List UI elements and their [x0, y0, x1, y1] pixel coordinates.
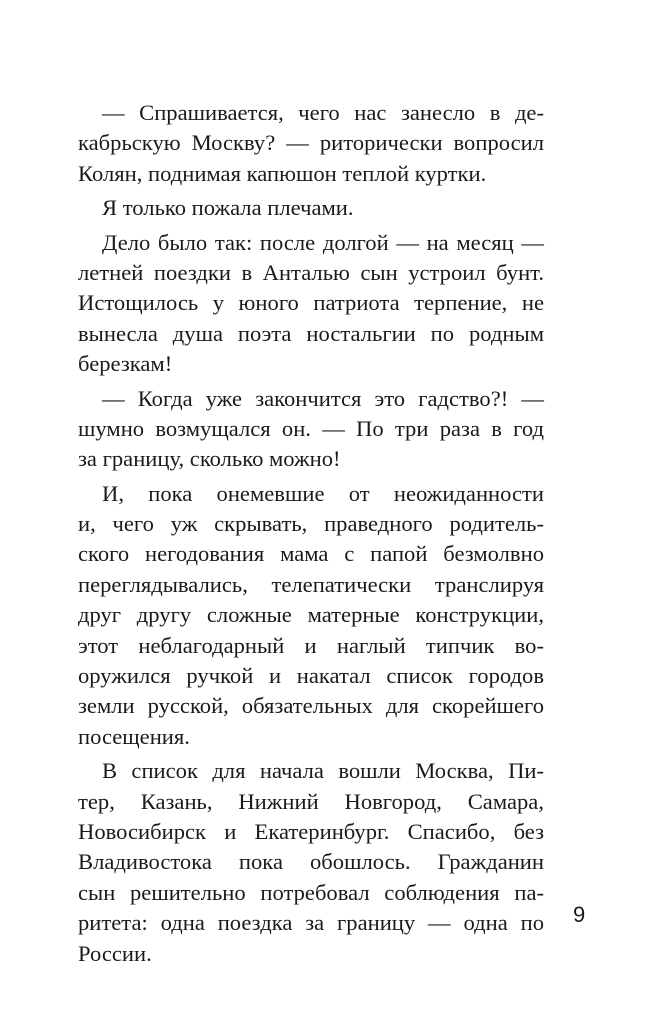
paragraph	[78, 193, 544, 223]
text-line: тер, Казань, Нижний Новгород, Самара,	[78, 788, 544, 814]
text-line: сын решительно потребовал соблюдения па-	[78, 879, 544, 905]
paragraph	[78, 228, 544, 380]
paragraph	[78, 756, 544, 969]
paragraph	[78, 384, 544, 475]
text-line: Истощилось у юного патриота терпение, не	[78, 290, 544, 316]
text-line: переглядывались, телепатически транслируя	[78, 571, 544, 597]
paragraph	[78, 98, 544, 189]
page-number: 9	[573, 902, 586, 927]
text-line: Колян, поднимая капюшон теплой куртки.	[78, 160, 487, 186]
text-line: шумно возмущался он. — По три раза в год	[78, 415, 544, 441]
text-line: друг другу сложные матерные конструкции,	[78, 602, 544, 628]
page-body	[78, 98, 544, 969]
text-line: В список для начала вошли Москва, Пи-	[102, 758, 544, 784]
text-line: ского негодования мама с папой безмолвно	[78, 541, 544, 567]
text-line: кабрьскую Москву? — риторически вопросил	[78, 130, 544, 156]
text-line: и, чего уж скрывать, праведного родитель-	[78, 511, 544, 537]
text-line: И, пока онемевшие от неожиданности	[102, 480, 544, 506]
text-line: за границу, сколько можно!	[78, 446, 341, 472]
text-line: вынесла душа поэта ностальгии по родным	[78, 320, 544, 346]
text-line: ритета: одна поездка за границу — одна по	[78, 910, 544, 936]
paragraph	[78, 479, 544, 753]
text-line: Я только пожала плечами.	[102, 195, 354, 221]
text-line: оружился ручкой и накатал список городов	[78, 663, 544, 689]
text-line: березкам!	[78, 351, 173, 377]
text-line: России.	[78, 940, 152, 966]
text-line: — Когда уже закончится это гадство?! —	[102, 385, 544, 411]
text-line: — Спрашивается, чего нас занесло в де-	[102, 100, 544, 125]
text-line: Дело было так: после долгой — на месяц —	[102, 229, 544, 255]
text-line: летней поездки в Анталью сын устроил бунт.	[78, 259, 544, 285]
text-line: посещения.	[78, 723, 190, 749]
text-line: земли русской, обязательных для скорейшего	[78, 693, 544, 719]
text-line: Владивостока пока обошлось. Гражданин	[78, 849, 544, 875]
text-line: Новосибирск и Екатеринбург. Спасибо, без	[78, 818, 544, 844]
text-line: этот неблагодарный и наглый типчик во-	[78, 632, 544, 658]
